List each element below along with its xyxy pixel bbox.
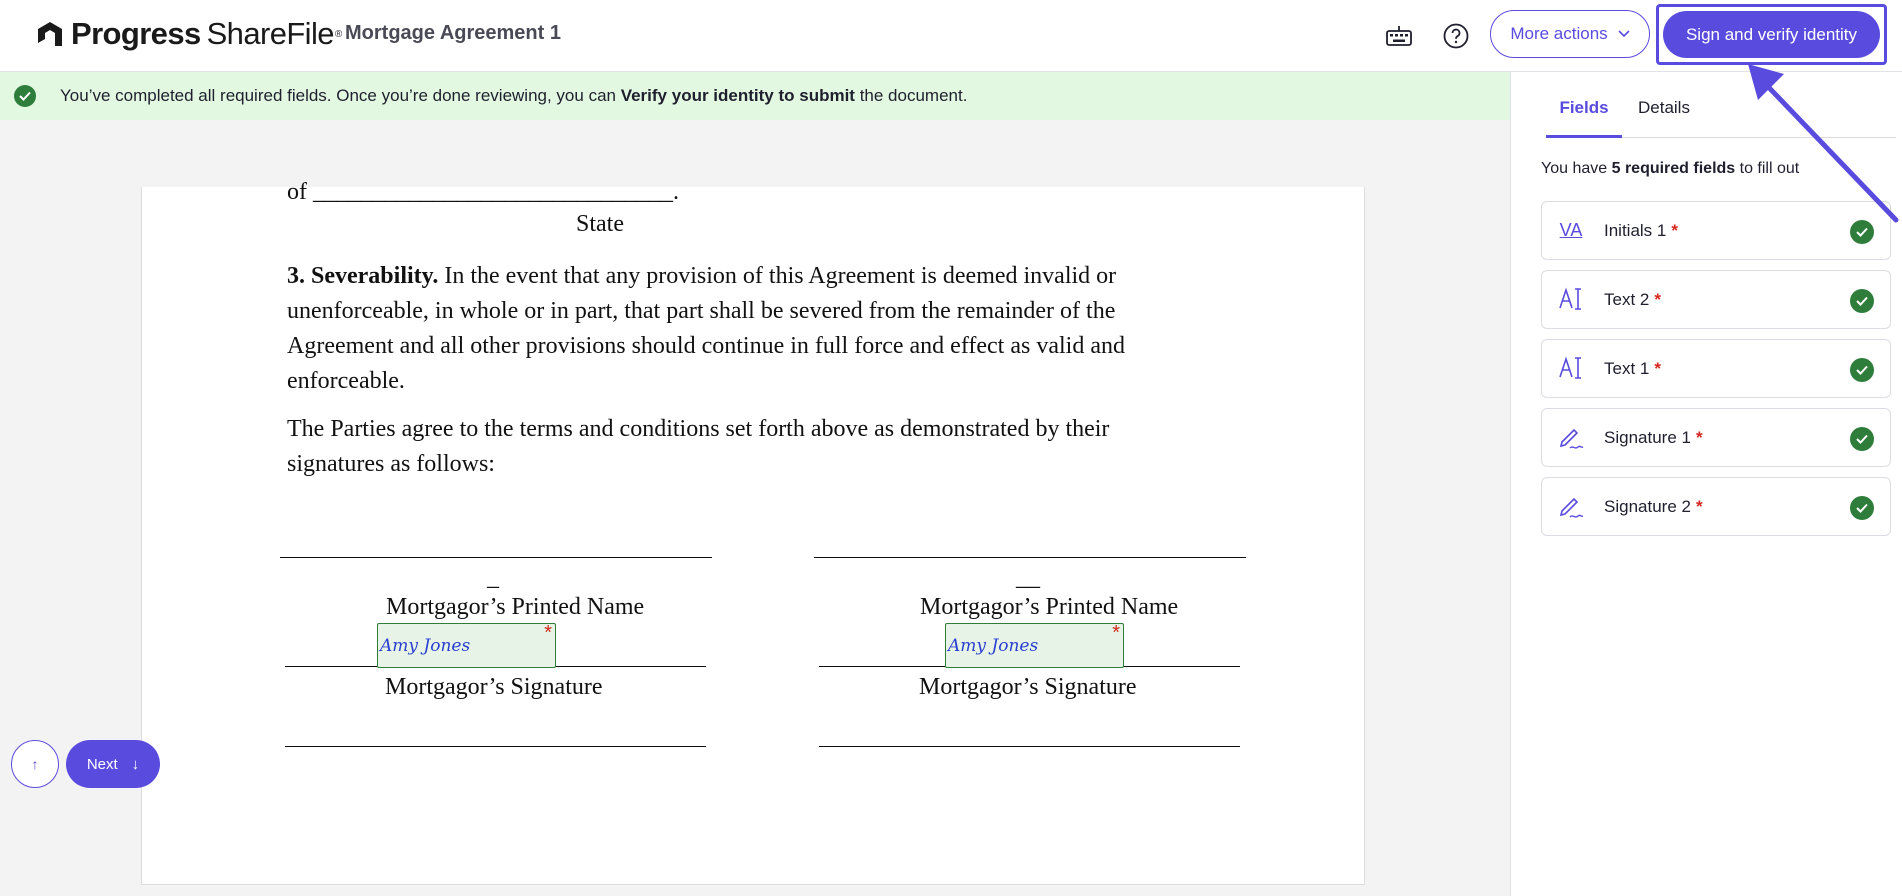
keyboard-icon [1386, 25, 1412, 47]
field-label [1604, 359, 1661, 379]
required-asterisk: * [1695, 428, 1703, 447]
sign-button-highlight [1656, 4, 1887, 65]
left-signature-field[interactable] [377, 623, 556, 668]
chevron-down-icon [1618, 30, 1630, 38]
logo-text-sharefile: ShareFile [206, 16, 334, 51]
parties-paragraph: The Parties agree to the terms and conditions set forth above as demonstrated by their signatures as follows: [287, 416, 1110, 477]
required-asterisk: * [1654, 359, 1661, 378]
banner-text-after: the document. [854, 86, 968, 105]
right-signature-value: Amy Jones [948, 636, 1039, 656]
help-icon [1443, 23, 1469, 49]
field-label [1604, 290, 1661, 310]
severability-paragraph [287, 259, 1207, 399]
state-blank-line: of ______________________________. [287, 179, 679, 205]
field-label [1604, 221, 1678, 241]
initials-icon [1558, 217, 1584, 243]
right-bottom-line [819, 746, 1240, 747]
initials-glyph: VA [1559, 219, 1583, 240]
left-signature-label: Mortgagor’s Signature [385, 674, 603, 700]
summary-after: to fill out [1735, 160, 1800, 177]
logo-registered-mark: ® [334, 28, 343, 40]
check-circle-icon [1850, 289, 1874, 313]
summary-before: You have [1541, 160, 1612, 177]
completion-banner [0, 72, 1510, 120]
previous-field-button[interactable]: ↑ [11, 740, 59, 788]
required-asterisk: * [1112, 622, 1120, 644]
field-name: Text 1 [1604, 359, 1650, 378]
field-name: Text 2 [1604, 290, 1650, 309]
field-item-signature-1[interactable] [1541, 408, 1891, 467]
right-printed-name-label: Mortgagor’s Printed Name [920, 594, 1179, 620]
document-title: Mortgage Agreement 1 [345, 22, 561, 44]
severability-text: In the event that any provision of this Agreement is deemed invalid or unenforceable, in whole or in part, that part shall be severed from the remainder of the Agreement and all other provisions should continue in full force and effect as valid and enforceable. [287, 263, 1125, 394]
required-asterisk: * [1671, 221, 1678, 240]
field-name: Signature 1 [1604, 428, 1691, 447]
field-list [1541, 201, 1891, 546]
left-dash: _ [487, 565, 499, 591]
document-viewer[interactable] [0, 120, 1510, 896]
banner-text-bold: Verify your identity to submit [620, 86, 855, 105]
left-printed-name-label: Mortgagor’s Printed Name [386, 594, 645, 620]
keyboard-shortcuts-button[interactable] [1379, 16, 1419, 56]
left-bottom-line [285, 746, 706, 747]
field-item-text-2[interactable] [1541, 270, 1891, 329]
required-asterisk: * [544, 622, 552, 644]
field-item-text-1[interactable] [1541, 339, 1891, 398]
text-field-icon [1558, 355, 1584, 381]
tab-fields[interactable]: Fields [1546, 98, 1622, 138]
check-circle-icon [1850, 496, 1874, 520]
logo-text-progress: Progress [71, 16, 201, 51]
summary-count: 5 required fields [1611, 160, 1736, 177]
signature-icon [1558, 493, 1584, 519]
app-header [0, 0, 1902, 72]
right-signature-label: Mortgagor’s Signature [919, 674, 1137, 700]
more-actions-button[interactable] [1490, 10, 1650, 58]
annotation-arrow-icon [1740, 60, 1900, 230]
progress-sharefile-logo[interactable] [35, 14, 342, 54]
check-circle-icon [14, 85, 36, 107]
field-name: Signature 2 [1604, 497, 1691, 516]
arrow-down-icon: ↓ [131, 755, 140, 773]
field-name: Initials 1 [1604, 221, 1667, 240]
check-circle-icon [1850, 427, 1874, 451]
state-label: State [576, 211, 624, 237]
tab-details[interactable]: Details [1638, 98, 1690, 117]
next-label: Next [86, 755, 118, 773]
right-signature-field[interactable] [945, 623, 1124, 668]
more-actions-label: More actions [1510, 24, 1608, 43]
right-dash: __ [1016, 565, 1040, 591]
right-printed-name-line [814, 557, 1246, 558]
check-circle-icon [1850, 358, 1874, 382]
field-label [1604, 497, 1703, 517]
progress-logo-icon [35, 19, 65, 49]
required-asterisk: * [1695, 497, 1703, 516]
banner-message [60, 86, 967, 106]
next-field-button[interactable] [66, 740, 160, 788]
help-button[interactable] [1436, 16, 1476, 56]
document-page [141, 179, 1365, 885]
severability-heading: 3. Severability. [287, 263, 439, 289]
field-label [1604, 428, 1703, 448]
signature-icon [1558, 424, 1584, 450]
required-asterisk: * [1654, 290, 1661, 309]
sign-and-verify-identity-button[interactable]: Sign and verify identity [1663, 11, 1880, 58]
banner-text-before: You’ve completed all required fields. Once you’re done reviewing, you can [60, 86, 621, 105]
text-field-icon [1558, 286, 1584, 312]
field-item-signature-2[interactable] [1541, 477, 1891, 536]
left-printed-name-line [280, 557, 712, 558]
left-signature-value: Amy Jones [380, 636, 471, 656]
